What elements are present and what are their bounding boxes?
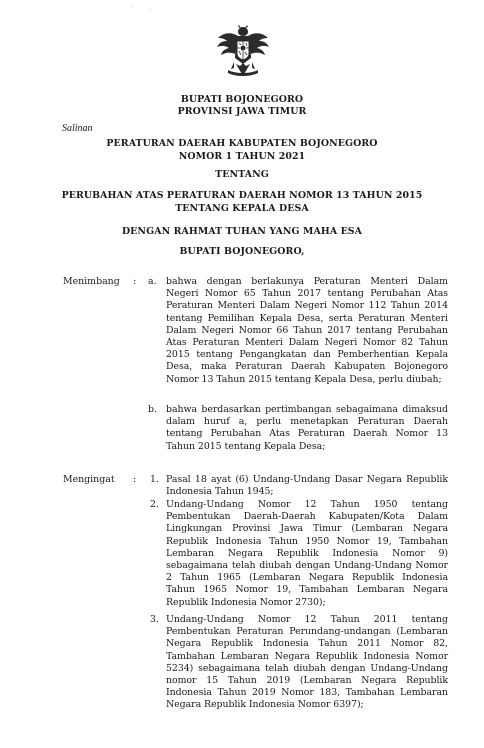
section-label: Mengingat	[63, 474, 115, 485]
header-regent: BUPATI BOJONEGORO	[180, 94, 304, 105]
regulation-subject-cont: TENTANG KEPALA DESA	[175, 203, 309, 214]
about-heading: TENTANG	[215, 169, 269, 180]
regulation-number: NOMOR 1 TAHUN 2021	[178, 151, 306, 162]
section-label: Menimbang	[63, 276, 120, 287]
enactor-line: BUPATI BOJONEGORO,	[179, 246, 305, 257]
legal-basis-text: Undang-Undang Nomor 12 Tahun 1950 tentang Pembentukan Daerah-Daerah Kabupaten/Kota Dalam Lingkungan Provinsi Jawa Timur (Lembaran Negara Republik Indonesia Tahun 1950 Nomor 19, Tambahan Lembaran Negara Republik Indonesia Nomor 9) sebagaimana telah diubah dengan Undang-Undang Nomor 2 Tahun 1965 (Lembaran Negara Republik Indonesia Tahun 1965 Nomor 19, Tambahan Lembaran Negara Republik Indonesia Nomor 2730);	[166, 499, 448, 608]
copy-mark: Salinan	[62, 123, 93, 134]
consideration-text: bahwa berdasarkan pertimbangan sebagaimana dimaksud dalam huruf a, perlu menetapkan Peraturan Daerah tentang Perubahan Atas Peraturan Daerah Nomor 13 Tahun 2015 tentang Kepala Desa;	[166, 404, 448, 452]
item-marker: b.	[148, 404, 157, 415]
item-marker: 2.	[150, 499, 159, 510]
item-marker: 3.	[150, 614, 159, 625]
scan-mark: '	[132, 6, 134, 13]
grace-line: DENGAN RAHMAT TUHAN YANG MAHA ESA	[121, 226, 363, 237]
regulation-title: PERATURAN DAERAH KABUPATEN BOJONEGORO	[106, 138, 378, 149]
regulation-subject: PERUBAHAN ATAS PERATURAN DAERAH NOMOR 13 TAHUN 2015	[61, 190, 423, 201]
item-marker: 1.	[150, 474, 159, 485]
section-colon: :	[133, 276, 137, 287]
consideration-text: bahwa dengan berlakunya Peraturan Menteri Dalam Negeri Nomor 65 Tahun 2017 tentang Perubahan Atas Peraturan Menteri Dalam Negeri Nomor 112 Tahun 2014 tentang Pemilihan Kepala Desa, serta Peraturan Menteri Dalam Negeri Nomor 66 Tahun 2017 tentang Perubahan Atas Peraturan Menteri Dalam Negeri Nomor 82 Tahun 2015 tentang Pengangkatan dan Pemberhentian Kepala Desa, maka Peraturan Daerah Kabupaten Bojonegoro Nomor 13 Tahun 2015 tentang Kepala Desa, perlu diubah;	[166, 276, 448, 385]
scan-mark: ·	[150, 6, 152, 13]
legal-basis-text: Pasal 18 ayat (6) Undang-Undang Dasar Negara Republik Indonesia Tahun 1945;	[166, 474, 448, 498]
legal-basis-text: Undang-Undang Nomor 12 Tahun 2011 tentang Pembentukan Peraturan Perundang-undangan (Lembaran Negara Republik Indonesia Tahun 2011 Nomor 82, Tambahan Lembaran Negara Republik Indonesia Nomor 5234) sebagaimana telah diubah dengan Undang-Undang nomor 15 Tahun 2019 (Lembaran Negara Republik Indonesia Tahun 2019 Nomor 183, Tambahan Lembaran Negara Republik Indonesia Nomor 6397);	[166, 614, 448, 711]
header-province: PROVINSI JAWA TIMUR	[177, 106, 307, 117]
garuda-emblem-icon	[216, 24, 270, 82]
item-marker: a.	[148, 276, 157, 287]
section-colon: :	[133, 474, 137, 485]
